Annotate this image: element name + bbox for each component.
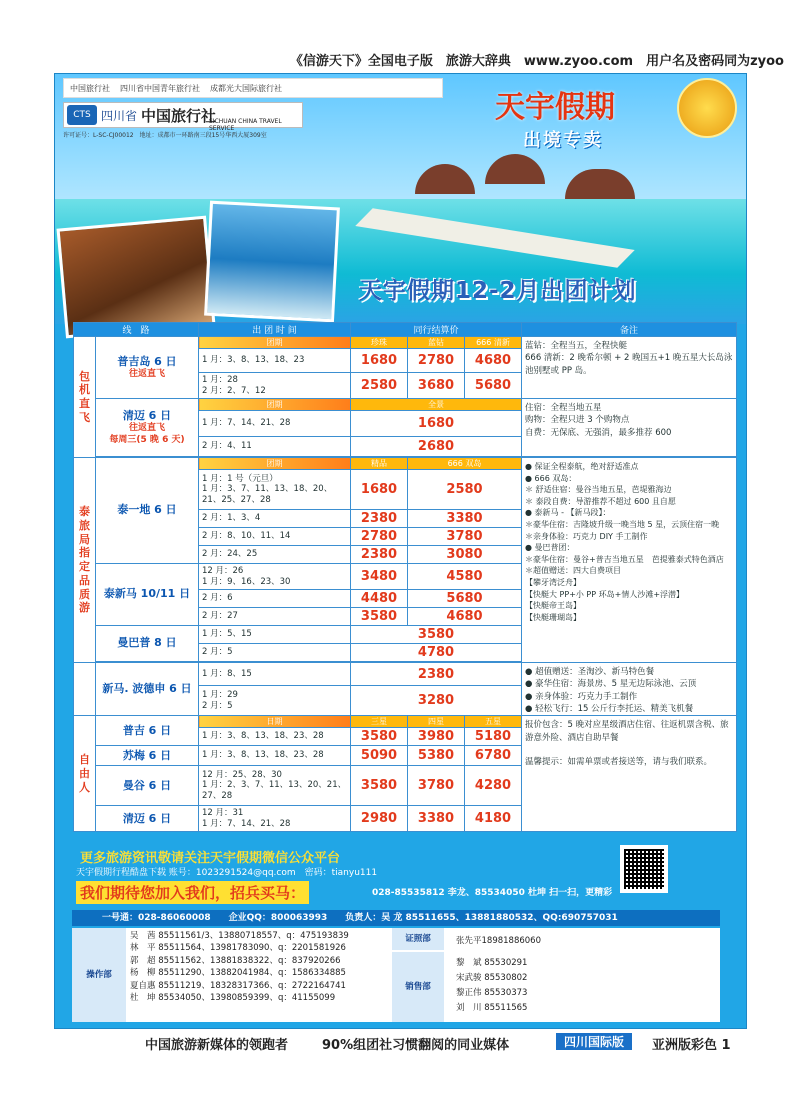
headline: 天宇假期12-2月出团计划 bbox=[359, 278, 637, 304]
brand-logo: 天宇假期 出境专卖 bbox=[495, 90, 615, 151]
cts-logo: CTS 四川省 中国旅行社 SICHUAN CHINA TRAVEL SERVICE bbox=[63, 102, 303, 128]
emblem-icon bbox=[677, 78, 737, 138]
cert-contact: 张先平18981886060 bbox=[456, 936, 541, 946]
hotline-bar: 一号通：028-86060008 企业QQ：800063993 负责人：吴 龙 85511655、13881880532、QQ:690757031 bbox=[72, 910, 720, 926]
footer: 中国旅游新媒体的领跑者 90%组团社习惯翻阅的同业媒体 四川国际版 亚洲版彩色 1 bbox=[145, 1035, 731, 1053]
schedule-table: 线 路 出 团 时 间 同行结算价 备注 包机直飞 普吉岛 6 日 往返直飞 团期 珍珠 蓝钻 666 清新 蓝钻：全程当五，全程快艇 666 清新：2 晚希尔顿 + 2 晚国五+1 晚五星大长岛泳池别墅或 PP 岛。 1 月：3、8、13、18、23 1680 2780 4680 1 月：28 2 月：2、7、12 2580 3680 5680 清迈 6 日 往返直飞 每周三(5 晚 6 天) 团期 全景 住宿：全程当地五星 购物：全程只进 3 个购物点 自费：无保底、无强消，最多推荐 600 1 月：7、14、21、28 1680 2 月：4、11 2680 泰旅局指定品质游 泰一地 6 日 团期 精品 666 双岛 ● 保证全程泰航，绝对舒适准点 ● 666 双岛： ＊ 舒适住宿：曼谷当地五星，芭堤雅海边 ＊ 泰段自费：导游推荐不超过 600 且自愿 ● 泰新马 - 【新马段】： ＊豪华住宿：吉隆坡升级一晚当地 5 星，云顶住宿一晚 ＊亲身体验：巧克力 DIY 手工制作 ● 曼巴普团： ＊豪华住宿：曼谷+普吉当地五星 芭提雅泰式特色酒店 ＊超值赠送：四大自费项目 【攀牙湾泛舟】 【快艇大 PP+小 PP 环岛+情人沙滩+浮潜】 【快艇帝王岛】 【快艇珊瑚岛】 1 月：1 号（元旦） 1 月：3、7、11、13、18、20、21、25、27、28 1680 2580 2 月：1、3、4 2380 3380 2 月：8、10、11、14 2780 3780 2 月：24、25 2380 3080 泰新马 10/11 日 12 月：26 1 月：9、16、23、30 3480 4580 2 月：6 4480 5680 2 月：27 3580 4680 曼巴普 8 日 1 月：5、15 3580 2 月：5 4780 新马. 波德申 6 日 1 月：8、15 2380 ● 超值赠送：圣淘沙、新马特色餐 ● 豪华住宿：海景房、5 星无边际泳池、云顶 ● 亲身体验：巧克力手工制作 ● 轻松飞行：15 公斤行李托运、精美飞机餐 1 月：29 2 月：5 3280 自由人 普吉 6 日 日期 三星 四星 五星 报价包含：5 晚对应星级酒店住宿、往返机票含税、旅游意外险、酒店自助早餐 温馨提示：如需单票或者接送等，请与我们联系。 1 月：3、8、13、18、23、28 3580 3980 5180 苏梅 6 日 1 月：3、8、13、18、23、28 5090 5380 6780 曼谷 6 日 12 月：25、28、30 1 月：2、3、7、11、13、20、21、27、28 3580 3780 4280 清迈 6 日 12 月：31 1 月：7、14、21、28 2980 3380 4180 bbox=[73, 322, 737, 832]
cert-label: 证照部 bbox=[392, 928, 444, 950]
ops-list: 吴 茜 85511561/3、13880718557、q：475193839 林 平 85511564、13981783090、q：2201581926 郭 超 85511562、13881838322、q：837920266 杨 柳 85511290、13882041984、q：1586334885 夏自惠 85511219、18328317366、q：2722164741 杜 坤 85534050、13980859399、q：41155099 bbox=[130, 931, 349, 1004]
ops-label: 操作部 bbox=[72, 928, 126, 1022]
speedboat-photo bbox=[204, 201, 340, 323]
license-address: 许可证号：L-SC-CJ00012 地址：成都市一环路南三段15号华西大厦309室 bbox=[63, 132, 267, 139]
promo-block: 更多旅游资讯敬请关注天宇假期微信公众平台 天宇假期行程酷盘下载 账号：1023291524@qq.com 密码：tianyu111 我们期待您加入我们，招兵买马： 028-85535812 李龙、85534050 杜坤 扫一扫，更精彩 bbox=[76, 851, 613, 902]
sales-label: 销售部 bbox=[392, 952, 444, 1022]
contacts-panel bbox=[72, 928, 720, 1022]
top-banner: 《信游天下》全国电子版 旅游大辞典 www.zyoo.com 用户名及密码同为zyoo bbox=[289, 54, 784, 69]
cts-badge-icon: CTS bbox=[67, 105, 97, 125]
resort-photo bbox=[56, 216, 215, 339]
partner-logos: 中国旅行社 四川省中国青年旅行社 成都光大国际旅行社 bbox=[63, 78, 443, 98]
qr-code-icon[interactable] bbox=[620, 845, 668, 893]
sales-list: 黎 斌 85530291 宋武骏 85530802 黎正伟 85530373 刘 川 85511565 bbox=[456, 958, 528, 1013]
